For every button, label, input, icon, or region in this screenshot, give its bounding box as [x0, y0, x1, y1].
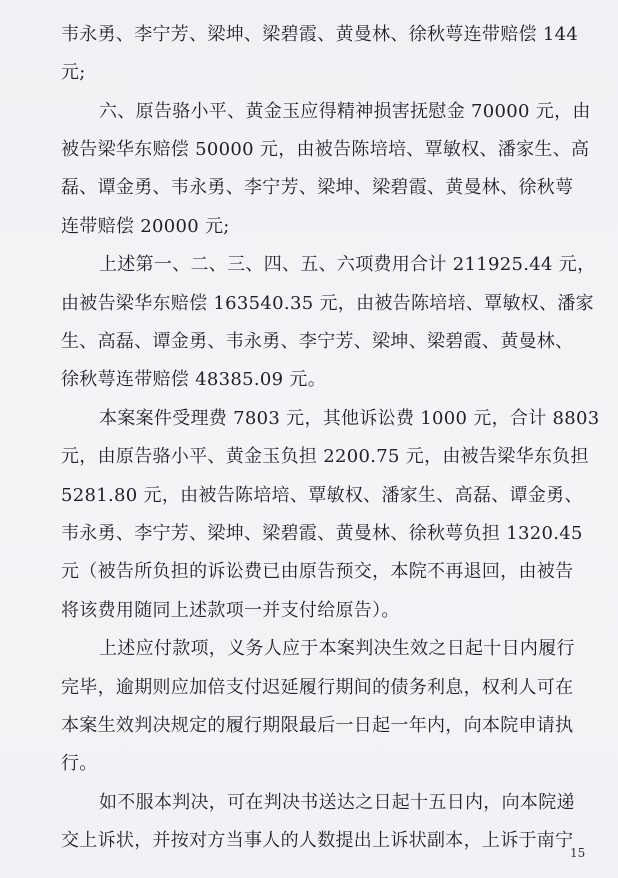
text-line: 将该费用随同上述款项一并支付给原告）。 — [61, 600, 400, 621]
text-line: 元，由原告骆小平、黄金玉负担 2200.75 元，由被告梁华东负担 — [61, 446, 589, 467]
text-line: 韦永勇、李宁芳、梁坤、梁碧霞、黄曼林、徐秋萼负担 1320.45 — [61, 523, 583, 544]
text-line: 行。 — [61, 753, 98, 774]
text-line: 本案生效判决规定的履行期限最后一日起一年内，向本院申请执 — [61, 715, 574, 736]
text-line: 上述第一、二、三、四、五、六项费用合计 211925.44 元， — [99, 254, 596, 275]
text-line: 交上诉状，并按对方当事人的人数提出上诉状副本，上诉于南宁 — [61, 830, 574, 851]
text-line: 六、原告骆小平、黄金玉应得精神损害抚慰金 70000 元，由 — [99, 101, 591, 122]
text-line: 元（被告所负担的诉讼费已由原告预交，本院不再退回，由被告 — [61, 561, 574, 582]
text-line: 5281.80 元，由被告陈培培、覃敏权、潘家生、高磊、谭金勇、 — [61, 485, 583, 506]
text-line: 元; — [61, 62, 86, 83]
text-line: 被告梁华东赔偿 50000 元，由被告陈培培、覃敏权、潘家生、高 — [61, 139, 590, 160]
text-line: 如不服本判决，可在判决书送达之日起十五日内，向本院递 — [99, 792, 575, 813]
text-line: 磊、谭金勇、韦永勇、李宁芳、梁坤、梁碧霞、黄曼林、徐秋萼 — [61, 177, 574, 198]
text-line: 连带赔偿 20000 元; — [61, 216, 230, 237]
text-line: 本案案件受理费 7803 元，其他诉讼费 1000 元，合计 8803 — [99, 408, 600, 429]
page-number: 15 — [570, 846, 586, 860]
text-line: 完毕，逾期则应加倍支付迟延履行期间的债务利息，权利人可在 — [61, 677, 574, 698]
text-line: 韦永勇、李宁芳、梁坤、梁碧霞、黄曼林、徐秋萼连带赔偿 144 — [61, 24, 579, 45]
text-line: 徐秋萼连带赔偿 48385.09 元。 — [61, 369, 327, 390]
text-line: 上述应付款项，义务人应于本案判决生效之日起十日内履行 — [99, 638, 575, 659]
text-line: 生、高磊、谭金勇、韦永勇、李宁芳、梁坤、梁碧霞、黄曼林、 — [61, 331, 574, 352]
text-line: 由被告梁华东赔偿 163540.35 元，由被告陈培培、覃敏权、潘家 — [61, 293, 594, 314]
